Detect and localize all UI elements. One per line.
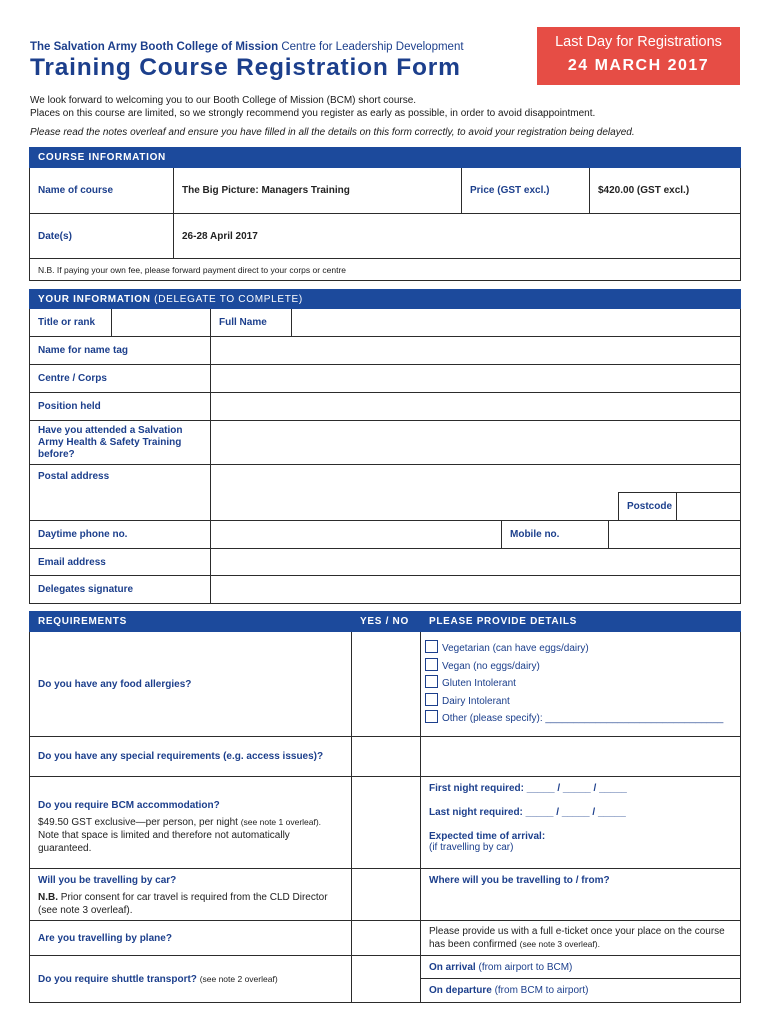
signature-label: Delegates signature xyxy=(30,576,211,604)
food-allergies-options xyxy=(421,632,741,737)
shuttle-arrival[interactable] xyxy=(421,956,741,979)
checkbox[interactable] xyxy=(425,658,438,671)
dates-label: Date(s) xyxy=(30,214,174,259)
deadline-label: Last Day for Registrations xyxy=(555,34,722,50)
daytime-phone-label: Daytime phone no. xyxy=(30,521,211,549)
section-header-course: COURSE INFORMATION xyxy=(30,148,741,168)
postcode-field[interactable] xyxy=(677,493,741,521)
req-header-requirements: REQUIREMENTS xyxy=(30,612,352,632)
food-option-label: Dairy Intolerant xyxy=(442,695,510,707)
plane-question: Are you travelling by plane? xyxy=(30,921,352,956)
arrival-time-label: Expected time of arrival: xyxy=(429,831,546,842)
shuttle-yes-no[interactable] xyxy=(352,956,421,1003)
hs-training-field[interactable] xyxy=(211,421,741,465)
checkbox[interactable] xyxy=(425,710,438,723)
org-department: Centre for Leadership Development xyxy=(281,41,464,53)
food-option-label: Vegetarian (can have eggs/dairy) xyxy=(442,643,589,655)
first-night-required[interactable]: First night required: _____ / _____ / _____ xyxy=(429,783,627,794)
food-option-vegan[interactable] xyxy=(425,658,740,676)
shuttle-arrival-rest: (from airport to BCM) xyxy=(478,961,573,973)
shuttle-note-ref: (see note 2 overleaf) xyxy=(199,973,278,984)
title-rank-label: Title or rank xyxy=(30,309,112,337)
full-name-label: Full Name xyxy=(211,309,292,337)
hs-training-label: Have you attended a Salvation Army Health & Safety Training before? xyxy=(30,421,211,465)
signature-field[interactable] xyxy=(211,576,741,604)
car-yes-no[interactable] xyxy=(352,869,421,921)
full-name-field[interactable] xyxy=(292,309,741,337)
plane-details xyxy=(421,921,741,956)
position-field[interactable] xyxy=(211,393,741,421)
intro-text xyxy=(30,94,730,139)
deadline-badge xyxy=(537,27,740,85)
food-option-vegetarian[interactable] xyxy=(425,640,740,658)
accommodation-question: Do you require BCM accommodation? xyxy=(38,800,220,811)
accommodation-note-ref: (see note 1 overleaf). xyxy=(240,817,322,827)
intro-note: Please read the notes overleaf and ensure you have filled in all the details on this form correctly, to avoid your registration being delayed. xyxy=(30,127,635,138)
course-name-value: The Big Picture: Managers Training xyxy=(174,168,462,214)
name-tag-label: Name for name tag xyxy=(30,337,211,365)
checkbox[interactable] xyxy=(425,675,438,688)
price-label: Price (GST excl.) xyxy=(462,168,590,214)
org-name: The Salvation Army Booth College of Mission xyxy=(30,41,279,53)
email-field[interactable] xyxy=(211,549,741,576)
shuttle-departure-rest: (from BCM to airport) xyxy=(494,985,589,996)
shuttle-departure[interactable] xyxy=(421,979,741,1003)
intro-line-2: Places on this course are limited, so we strongly recommend you register as early as possible, in order to avoid disappointment. xyxy=(30,108,596,119)
food-option-dairy[interactable] xyxy=(425,693,740,711)
car-where-question[interactable]: Where will you be travelling to / from? xyxy=(421,869,741,921)
car-note: Prior consent for car travel is required from the CLD Director (see note 3 overleaf). xyxy=(38,892,328,916)
car-question: Will you be travelling by car? xyxy=(38,875,177,886)
delegate-header-thin: (DELEGATE TO COMPLETE) xyxy=(154,293,303,305)
title-rank-field[interactable] xyxy=(112,309,211,337)
section-header-delegate xyxy=(30,290,741,309)
requirements-table xyxy=(29,611,741,1003)
position-label: Position held xyxy=(30,393,211,421)
checkbox[interactable] xyxy=(425,693,438,706)
shuttle-question: Do you require shuttle transport? xyxy=(38,973,197,985)
special-requirements-question: Do you have any special requirements (e.g. access issues)? xyxy=(30,737,352,777)
special-requirements-yes-no[interactable] xyxy=(352,737,421,777)
arrival-time-sub: (if travelling by car) xyxy=(429,842,514,853)
deadline-date: 24 MARCH 2017 xyxy=(567,57,710,74)
postcode-label: Postcode xyxy=(619,493,677,521)
centre-corps-field[interactable] xyxy=(211,365,741,393)
email-label: Email address xyxy=(30,549,211,576)
plane-detail-text: Please provide us with a full e-ticket once your place on the course has been confirmed xyxy=(429,926,725,950)
page-title: Training Course Registration Form xyxy=(30,54,461,81)
course-information-table xyxy=(29,147,741,281)
mobile-label: Mobile no. xyxy=(502,521,609,549)
car-cell xyxy=(30,869,352,921)
delegate-header-bold: YOUR INFORMATION xyxy=(38,293,151,305)
delegate-information-table xyxy=(29,289,741,604)
food-option-label: Other (please specify): ________________________________ xyxy=(442,713,724,725)
organisation-line xyxy=(30,41,464,53)
shuttle-departure-bold: On departure xyxy=(429,985,492,996)
accommodation-yes-no[interactable] xyxy=(352,777,421,869)
name-tag-field[interactable] xyxy=(211,337,741,365)
postal-address-label: Postal address xyxy=(30,465,211,521)
food-allergies-yes-no[interactable] xyxy=(352,632,421,737)
food-option-gluten[interactable] xyxy=(425,675,740,693)
payment-note: N.B. If paying your own fee, please forward payment direct to your corps or centre xyxy=(30,259,741,281)
req-header-yes-no: YES / NO xyxy=(352,612,421,632)
food-option-other[interactable] xyxy=(425,710,740,728)
postal-address-field-line2[interactable] xyxy=(211,493,619,521)
plane-yes-no[interactable] xyxy=(352,921,421,956)
postal-address-field[interactable] xyxy=(211,465,741,493)
food-allergies-question: Do you have any food allergies? xyxy=(30,632,352,737)
daytime-phone-field[interactable] xyxy=(211,521,502,549)
shuttle-arrival-bold: On arrival xyxy=(429,961,476,973)
req-header-details: PLEASE PROVIDE DETAILS xyxy=(421,612,741,632)
food-option-label: Gluten Intolerant xyxy=(442,678,516,690)
shuttle-cell xyxy=(30,956,352,1003)
car-nb: N.B. xyxy=(38,892,58,903)
centre-corps-label: Centre / Corps xyxy=(30,365,211,393)
dates-value: 26-28 April 2017 xyxy=(174,214,741,259)
price-value: $420.00 (GST excl.) xyxy=(590,168,741,214)
accommodation-cell xyxy=(30,777,352,869)
plane-note-ref: (see note 3 overleaf). xyxy=(519,939,600,949)
checkbox[interactable] xyxy=(425,640,438,653)
accommodation-availability: Note that space is limited and therefore not automatically guaranteed. xyxy=(38,830,290,854)
course-name-label: Name of course xyxy=(30,168,174,214)
accommodation-price: $49.50 GST exclusive—per person, per night xyxy=(38,817,238,828)
mobile-field[interactable] xyxy=(609,521,741,549)
intro-line-1: We look forward to welcoming you to our Booth College of Mission (BCM) short course. xyxy=(30,95,417,106)
food-option-label: Vegan (no eggs/dairy) xyxy=(442,660,540,672)
accommodation-details xyxy=(421,777,741,869)
last-night-required[interactable]: Last night required: _____ / _____ / _____ xyxy=(429,807,626,818)
special-requirements-details[interactable] xyxy=(421,737,741,777)
